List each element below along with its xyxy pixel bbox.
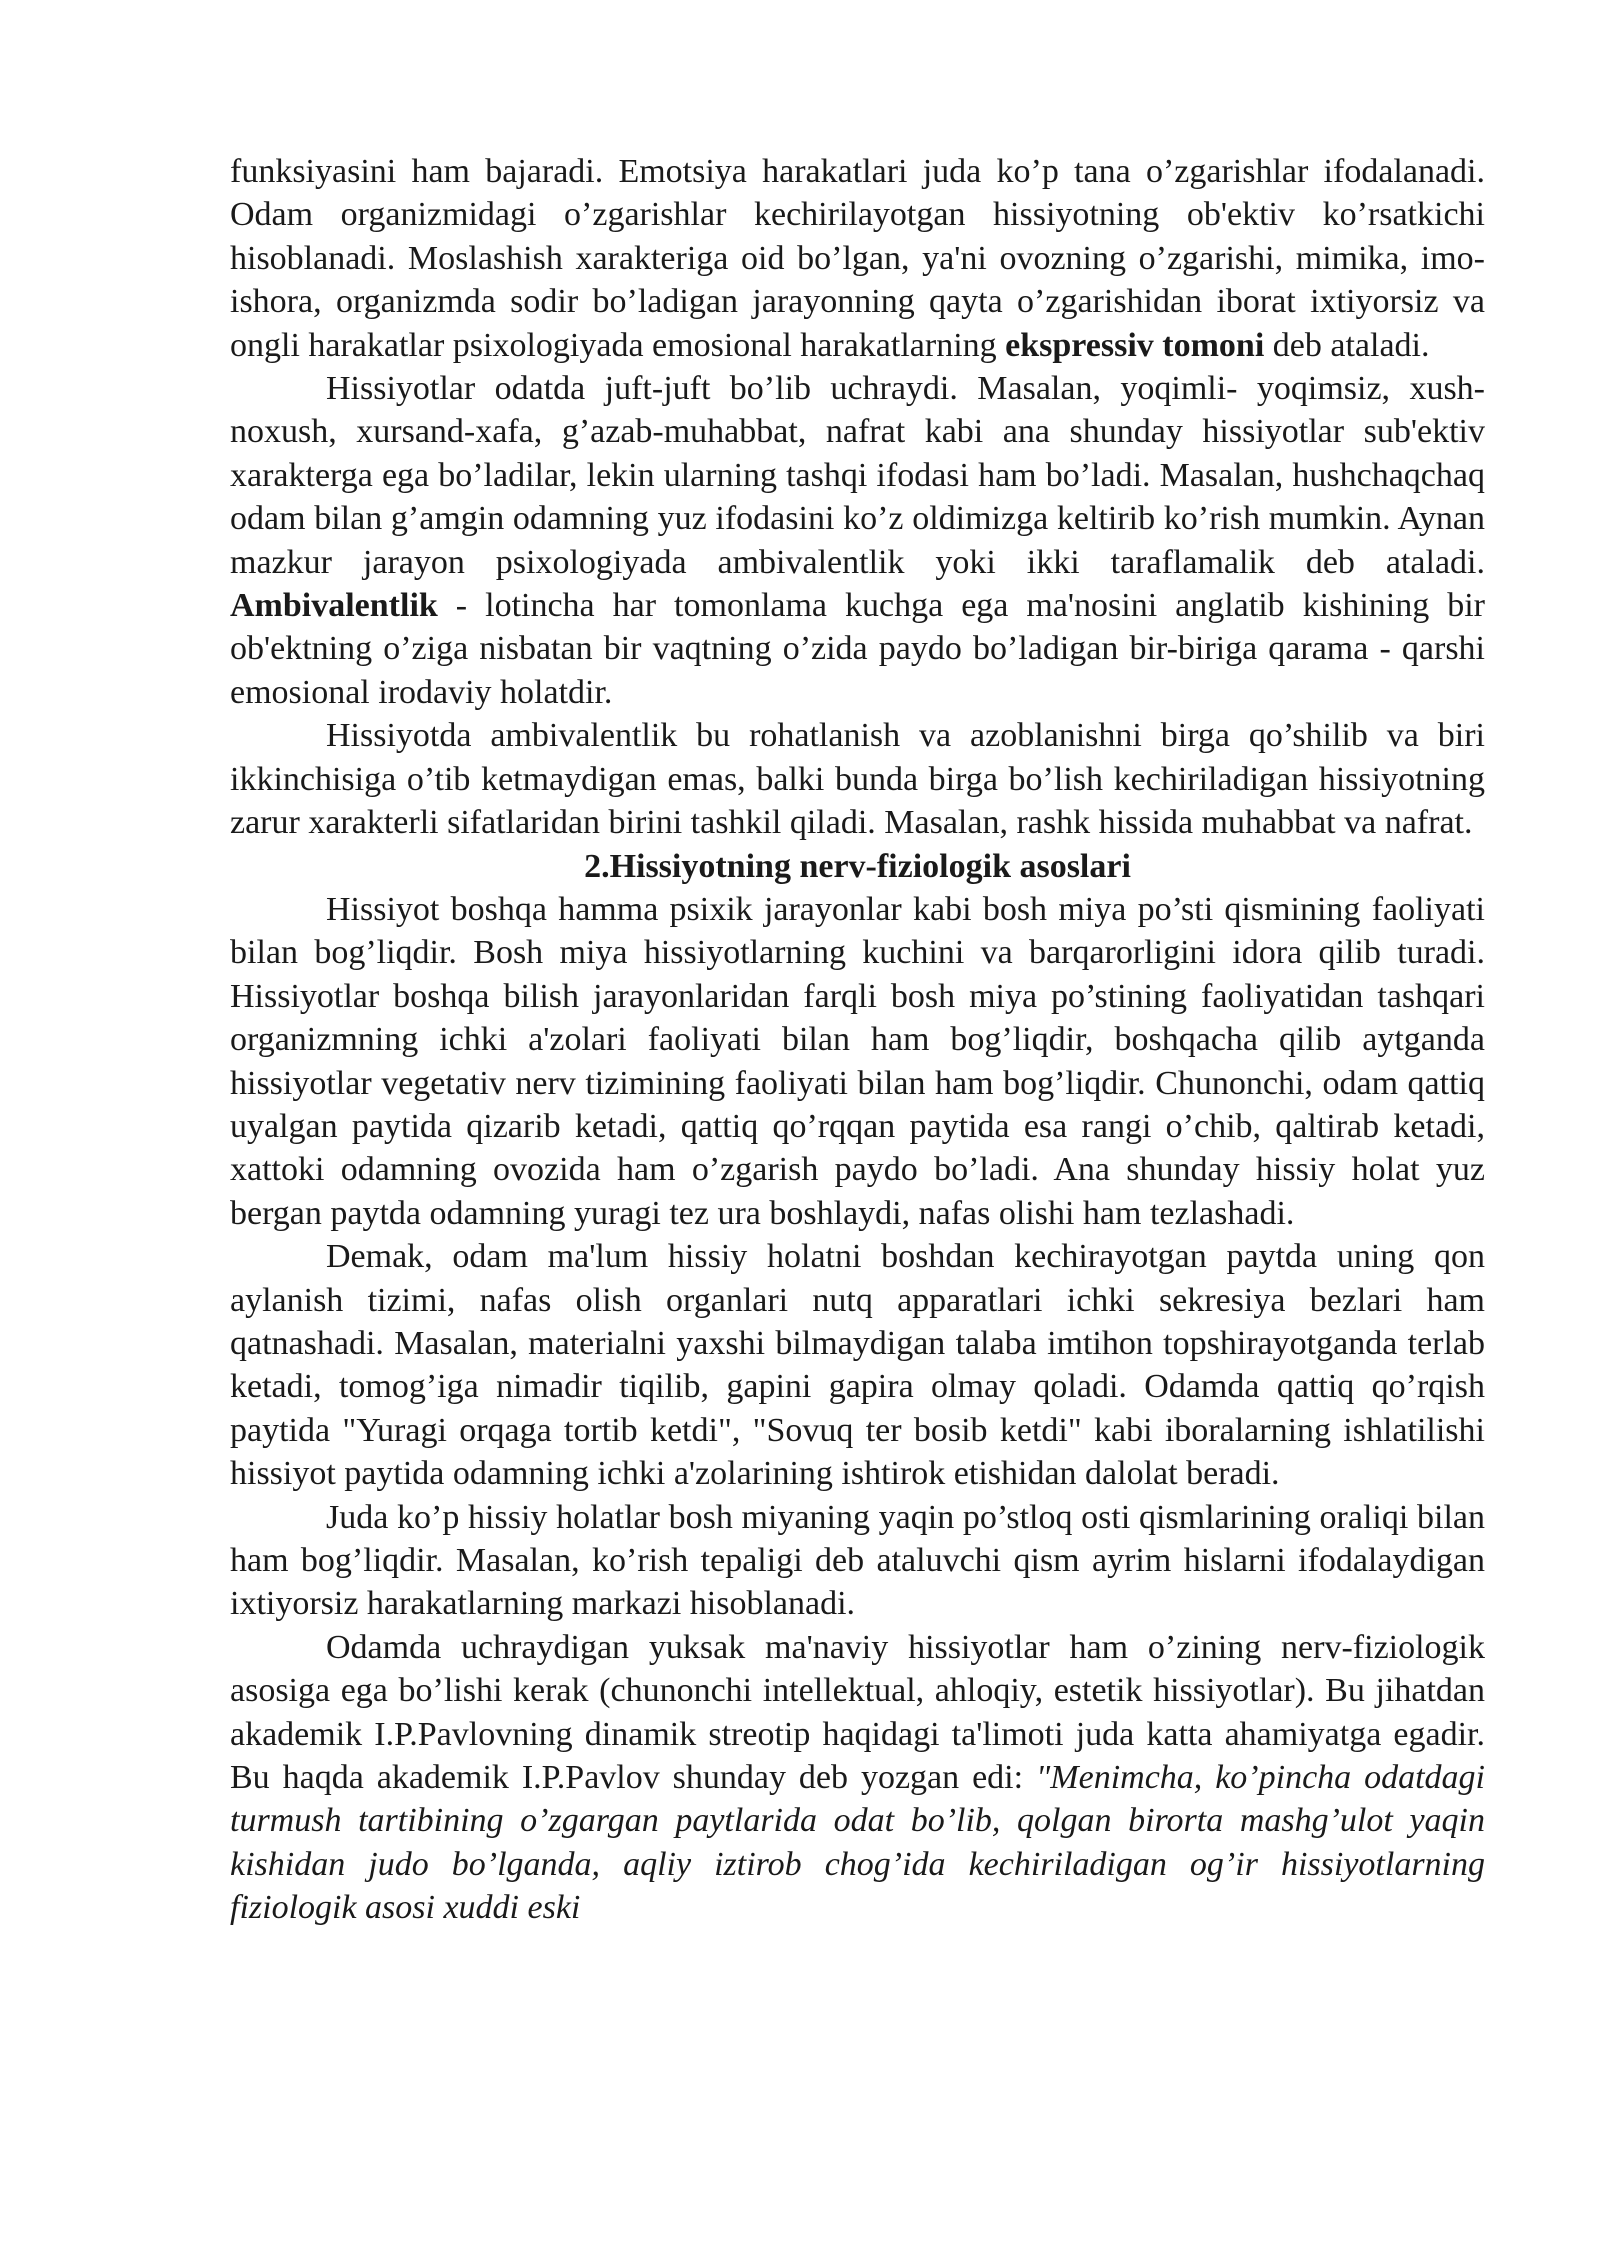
section-heading: 2.Hissiyotning nerv-fiziologik asoslari — [584, 847, 1131, 885]
paragraph-2-text-a: Hissiyotlar odatda juft-juft bo’lib uchraydi. Masalan, yoqimli- yoqimsiz, xush-noxush, xursand-xafa, g’azab-muhabbat, nafrat kabi ana shunday hissiyotlar sub'ektiv xarakterga ega bo’ladilar, lekin ularning tashqi ifodasi ham bo’ladi. Masalan, hushchaqchaq odam bilan g’amgin odamning yuz ifodasini ko’z oldimizga keltirib ko’rish mumkin. Aynan mazkur jarayon psixologiyada ambivalentlik yoki ikki taraflamalik deb ataladi. — [230, 370, 1485, 581]
paragraph-7 — [230, 1626, 1485, 1930]
paragraph-1 — [230, 150, 1485, 367]
paragraph-6: Juda ko’p hissiy holatlar bosh miyaning yaqin po’stloq osti qismlarining oraliqi bilan ham bog’liqdir. Masalan, ko’rish tepaligi deb ataluvchi qism ayrim hislarni ifodalaydigan ixtiyorsiz harakatlarning markazi hisoblanadi. — [230, 1498, 1485, 1623]
paragraph-7-italic-quote: "Menimcha, ko’pincha odatdagi turmush tartibining o’zgargan paytlarida odat bo’lib, qolgan birorta mashg’ulot yaqin kishidan judo bo’lganda, aqliy iztirob chog’ida kechiriladigan og’ir hissiyotlarning fiziologik asosi xuddi eski — [230, 1759, 1485, 1927]
paragraph-2-bold-term: Ambivalentlik — [230, 587, 438, 625]
paragraph-4: Hissiyot boshqa hamma psixik jarayonlar kabi bosh miya po’sti qismining faoliyati bilan bog’liqdir. Bosh miya hissiyotlarning kuchini va barqarorligini idora qilib turadi. Hissiyotlar boshqa bilish jarayonlaridan farqli bosh miya po’stining faoliyatidan tashqari organizmning ichki a'zolari faoliyati bilan ham bog’liqdir, boshqacha qilib aytganda hissiyotlar vegetativ nerv tizimining faoliyati bilan ham bog’liqdir. Chunonchi, odam qattiq uyalgan paytida qizarib ketadi, qattiq qo’rqqan paytida esa rangi o’chib, qaltirab ketadi, xattoki odamning ovozida ham o’zgarish paydo bo’ladi. Ana shunday hissiy holat yuz bergan paytda odamning yuragi tez ura boshlaydi, nafas olishi ham tezlashadi. — [230, 890, 1485, 1232]
document-page — [230, 150, 1485, 1930]
paragraph-1-bold-term: ekspressiv tomoni — [1005, 326, 1265, 364]
paragraph-7-text-a: Odamda uchraydigan yuksak ma'naviy hissiyotlar ham o’zining nerv-fiziologik asosiga ega bo’lishi kerak (chunonchi intellektual, ahloqiy, estetik hissiyotlar). Bu jihatdan akademik I.P.Pavlovning dinamik streotip haqidagi ta'limoti juda katta ahamiyatga egadir. Bu haqda akademik I.P.Pavlov shunday deb yozgan edi: — [230, 1628, 1485, 1797]
paragraph-2-text-b: - lotincha har tomonlama kuchga ega ma'nosini anglatib kishining bir ob'ektning o’ziga nisbatan bir vaqtning o’zida paydo bo’ladigan bir-biriga qarama - qarshi emosional irodaviy holatdir. — [230, 587, 1485, 711]
paragraph-3: Hissiyotda ambivalentlik bu rohatlanish va azoblanishni birga qo’shilib va biri ikkinchisiga o’tib ketmaydigan emas, balki bunda birga bo’lish kechiriladigan hissiyotning zarur xarakterli sifatlaridan birini tashkil qiladi. Masalan, rashk hissida muhabbat va nafrat. — [230, 717, 1485, 842]
paragraph-2 — [230, 367, 1485, 714]
paragraph-1-text-a: funksiyasini ham bajaradi. Emotsiya harakatlari juda ko’p tana o’zgarishlar ifodalanadi. Odam organizmidagi o’zgarishlar kechirilayotgan hissiyotning ob'ektiv ko’rsatkichi hisoblanadi. Moslashish xarakteriga oid bo’lgan, ya'ni ovozning o’zgarishi, mimika, imo-ishora, organizmda sodir bo’ladigan jarayonning qayta o’zgarishidan iborat ixtiyorsiz va ongli harakatlar psixologiyada emosional harakatlarning — [230, 153, 1485, 364]
paragraph-5: Demak, odam ma'lum hissiy holatni boshdan kechirayotgan paytda uning qon aylanish tizimi, nafas olish organlari nutq apparatlari ichki sekresiya bezlari ham qatnashadi. Masalan, materialni yaxshi bilmaydigan talaba imtihon topshirayotganda terlab ketadi, tomog’iga nimadir tiqilib, gapini gapira olmay qoladi. Odamda qattiq qo’rqish paytida "Yuragi orqaga tortib ketdi", "Sovuq ter bosib ketdi" kabi iboralarning ishlatilishi hissiyot paytida odamning ichki a'zolarining ishtirok etishidan dalolat beradi. — [230, 1238, 1485, 1493]
paragraph-1-text-b: deb ataladi. — [1264, 326, 1430, 364]
